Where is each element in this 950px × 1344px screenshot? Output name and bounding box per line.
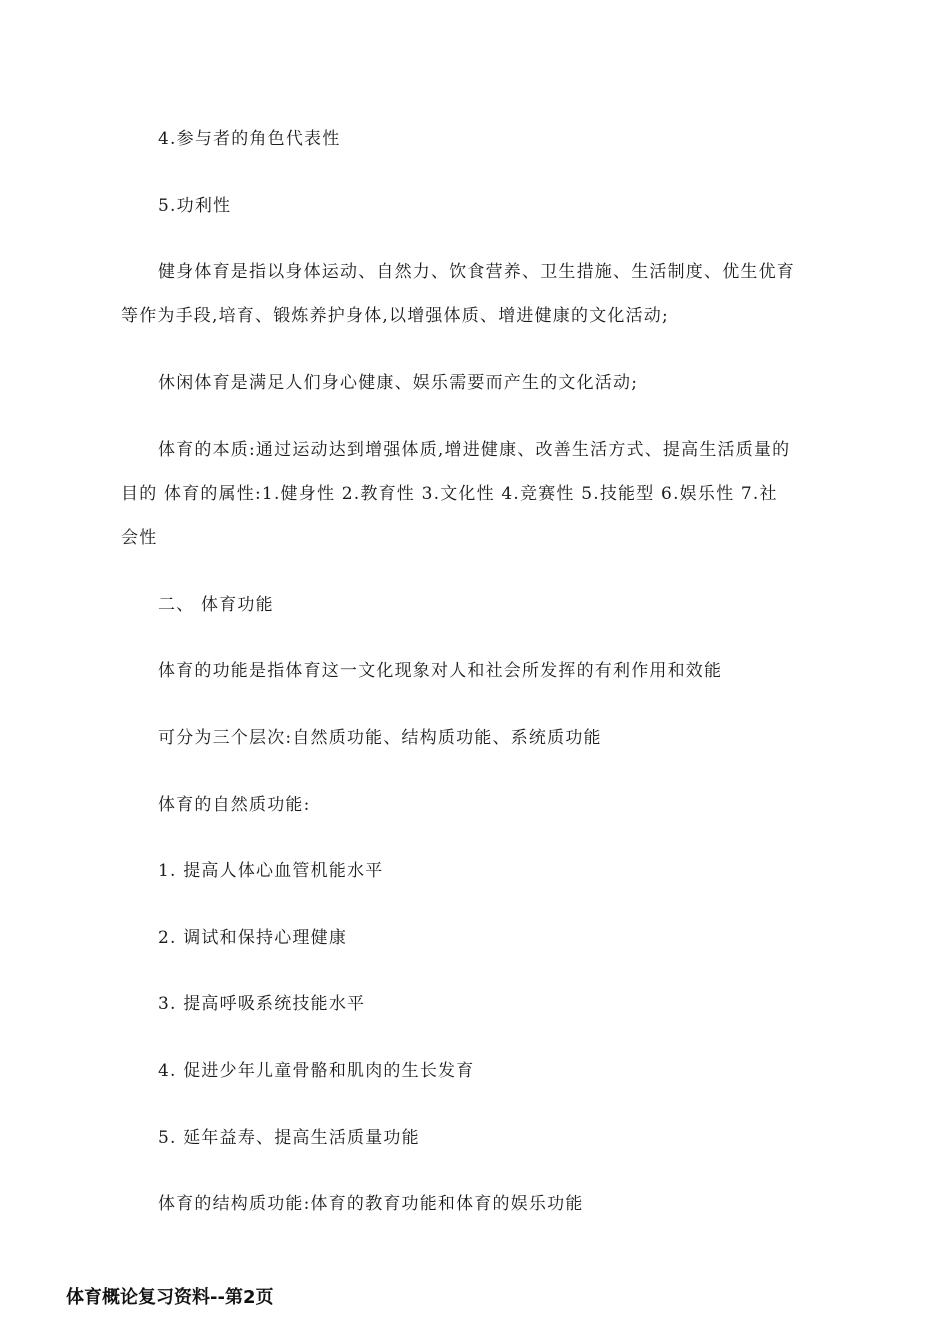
text-line-fitness-definition-2: 等作为手段,培育、锻炼养护身体,以增强体质、增进健康的文化活动; — [121, 306, 669, 326]
text-line-leisure-sports: 休闲体育是满足人们身心健康、娱乐需要而产生的文化活动; — [158, 373, 639, 393]
list-item-mental-health: 2. 调试和保持心理健康 — [158, 928, 348, 948]
text-line-essence-3: 会性 — [121, 528, 158, 548]
list-item-cardiovascular: 1. 提高人体心血管机能水平 — [158, 861, 384, 881]
text-line-function-definition: 体育的功能是指体育这一文化现象对人和社会所发挥的有利作用和效能 — [158, 661, 723, 681]
text-line-three-levels: 可分为三个层次:自然质功能、结构质功能、系统质功能 — [158, 728, 602, 748]
list-item-respiratory: 3. 提高呼吸系统技能水平 — [158, 994, 366, 1014]
text-line-fitness-definition-1: 健身体育是指以身体运动、自然力、饮食营养、卫生措施、生活制度、优生优育 — [158, 262, 795, 282]
text-line-natural-function: 体育的自然质功能: — [158, 795, 311, 815]
list-item-longevity: 5. 延年益寿、提高生活质量功能 — [158, 1128, 420, 1148]
text-line-structural-function: 体育的结构质功能:体育的教育功能和体育的娱乐功能 — [158, 1194, 584, 1214]
text-line-essence-2: 目的 体育的属性:1.健身性 2.教育性 3.文化性 4.竞赛性 5.技能型 6.娱乐性 7.社 — [121, 484, 778, 504]
section-heading-sports-function: 二、 体育功能 — [158, 595, 274, 615]
text-line-essence-1: 体育的本质:通过运动达到增强体质,增进健康、改善生活方式、提高生活质量的 — [158, 440, 791, 460]
text-line-utilitarian: 5.功利性 — [158, 196, 232, 216]
text-line-participant-role: 4.参与者的角色代表性 — [158, 129, 341, 149]
page-footer: 体育概论复习资料--第2页 — [66, 1287, 274, 1308]
list-item-growth: 4. 促进少年儿童骨骼和肌肉的生长发育 — [158, 1061, 475, 1081]
